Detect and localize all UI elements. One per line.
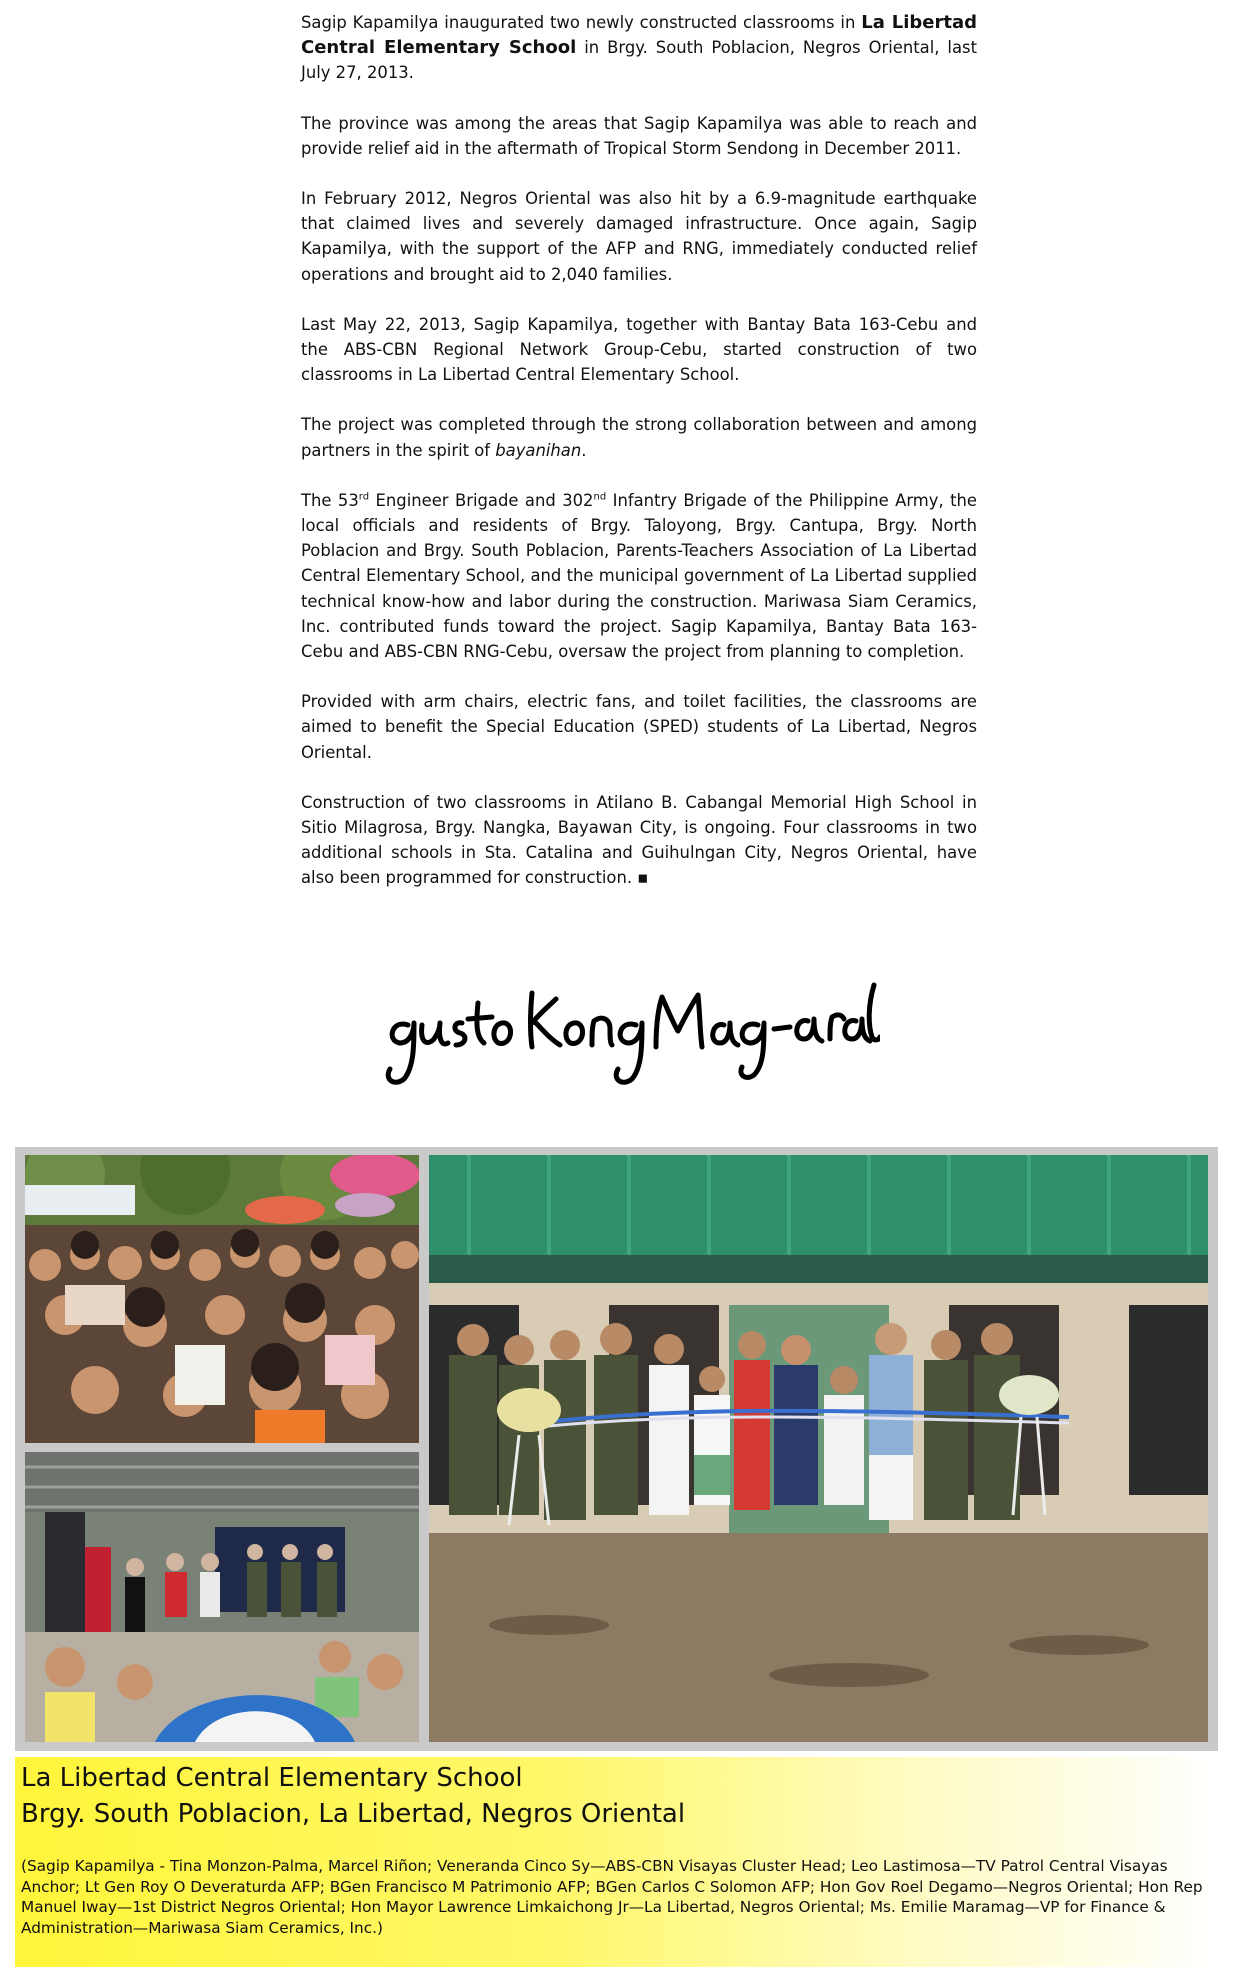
bayanihan-italic: bayanihan	[495, 440, 582, 460]
caption-credits: (Sagip Kapamilya - Tina Monzon-Palma, Marcel Riñon; Veneranda Cinco Sy—ABS-CBN Visayas Cluster Head; Leo Lastimosa—TV Patrol Central Visayas Anchor; Lt Gen Roy O Deveraturda AFP; BGen Francisco M Patrimonio AFP; BGen Carlos C Solomon AFP; Hon Gov Roel Degamo—Negros Oriental; Hon Rep Manuel Iway—1st District Negros Oriental; Hon Mayor Lawrence Limkaichong Jr—La Libertad, Negros Oriental; Ms. Emilie Maramag—VP for Finance & Administration—Mariwasa Siam Ceramics, Inc.)	[21, 1857, 1203, 1937]
paragraph-8-text: Construction of two classrooms in Atilano B. Cabangal Memorial High School in Sitio Milagrosa, Brgy. Nangka, Bayawan City, is ongoing. Four classrooms in two additional schools in Sta. Catalina and Guihulngan City, Negros Oriental, have also been programmed for construction.	[301, 792, 977, 888]
paragraph-4: Last May 22, 2013, Sagip Kapamilya, together with Bantay Bata 163-Cebu and the ABS-CBN Regional Network Group-Cebu, started construction of two classrooms in La Libertad Central Elementary School.	[301, 314, 977, 385]
event-tent-photo	[25, 1452, 419, 1742]
paragraph-6	[301, 488, 977, 664]
paragraph-6-text-a: The 53	[301, 490, 359, 510]
paragraph-1-text-b: in Brgy. South Poblacion, Negros Oriental, last July 27, 2013.	[301, 38, 978, 83]
end-mark: ▪	[632, 868, 649, 888]
caption-title-line-1: La Libertad Central Elementary School	[21, 1763, 523, 1793]
ribbon-cutting-photo	[429, 1155, 1208, 1742]
crowd-photo	[25, 1155, 419, 1443]
paragraph-8	[301, 790, 977, 891]
paragraph-5-text-a: The project was completed through the strong collaboration between and among partners in the spirit of	[301, 415, 977, 460]
article-body	[301, 10, 977, 916]
photo-collage	[15, 1147, 1218, 1751]
handwritten-signature	[380, 975, 880, 1090]
caption-box	[15, 1757, 1218, 1967]
superscript-rd: rd	[358, 491, 370, 503]
superscript-nd: nd	[593, 491, 607, 503]
caption-title-line-2: Brgy. South Poblacion, La Libertad, Negros Oriental	[21, 1799, 686, 1829]
paragraph-7: Provided with arm chairs, electric fans, and toilet facilities, the classrooms are aimed to benefit the Special Education (SPED) students of La Libertad, Negros Oriental.	[301, 692, 977, 762]
paragraph-6-text-c: Infantry Brigade of the Philippine Army, the local officials and residents of Brgy. Taloyong, Brgy. Cantupa, Brgy. North Poblacion and Brgy. South Poblacion, Parents-Teachers Association of La Libertad Central Elementary School, and the municipal government of La Libertad supplied technical know-how and labor during the construction. Mariwasa Siam Ceramics, Inc. contributed funds toward the project. Sagip Kapamilya, Bantay Bata 163-Cebu and ABS-CBN RNG-Cebu, oversaw the project from planning to completion.	[301, 490, 978, 662]
school-name-bold: La Libertad Central Elementary School	[301, 12, 977, 59]
paragraph-1-text-a: Sagip Kapamilya inaugurated two newly constructed classrooms in	[301, 13, 862, 32]
paragraph-3: In February 2012, Negros Oriental was also hit by a 6.9-magnitude earthquake that claimed lives and severely damaged infrastructure. Once again, Sagip Kapamilya, with the support of the AFP and RNG, immediately conducted relief operations and brought aid to 2,040 families.	[301, 189, 977, 284]
paragraph-5-text-b: .	[581, 440, 587, 460]
paragraph-6-text-b: Engineer Brigade and 302	[369, 490, 594, 510]
paragraph-1	[301, 10, 977, 86]
paragraph-2: The province was among the areas that Sagip Kapamilya was able to reach and provide relief aid in the aftermath of Tropical Storm Sendong in December 2011.	[301, 113, 977, 158]
paragraph-5	[301, 412, 977, 462]
